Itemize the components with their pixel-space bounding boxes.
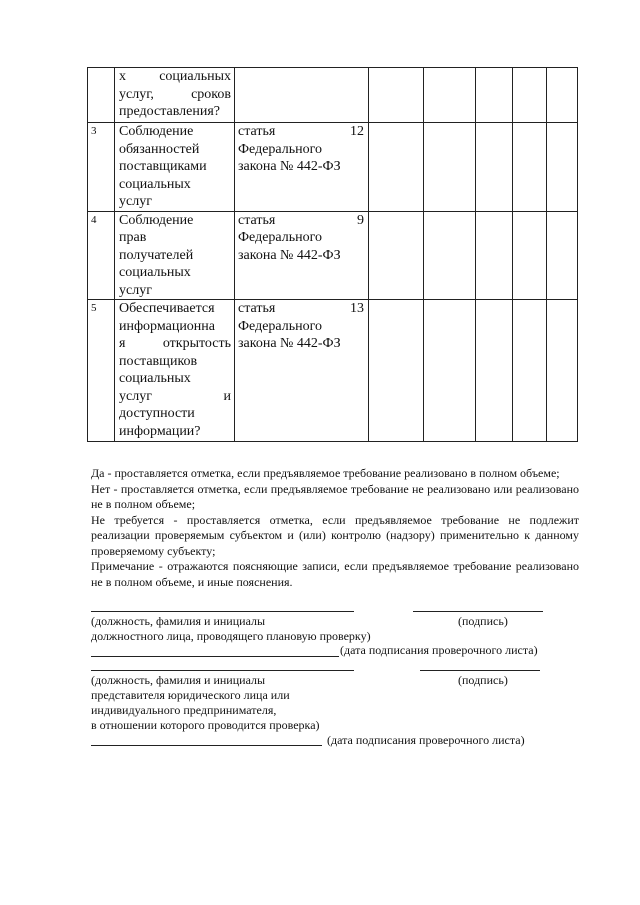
- answer-no-cell[interactable]: [424, 300, 476, 442]
- inspector-caption: (должность, фамилия и инициалы: [91, 614, 266, 628]
- law-article-number: 13: [350, 301, 364, 316]
- legend-no: Нет - проставляется отметка, если предъявляемое требование не реализовано или реализовано не в полном объеме;: [91, 481, 579, 511]
- answer-not-required-cell[interactable]: [476, 211, 513, 300]
- extra-cell[interactable]: [547, 68, 578, 123]
- requirement-line: поставщиками: [119, 159, 207, 174]
- note-cell[interactable]: [513, 300, 547, 442]
- row-number: [88, 68, 115, 123]
- note-cell[interactable]: [513, 68, 547, 123]
- representative-caption: представителя юридического лица или: [91, 688, 290, 702]
- answer-not-required-cell[interactable]: [476, 300, 513, 442]
- law-line: закона № 442-ФЗ: [238, 247, 341, 263]
- law-line: Федерального: [238, 141, 323, 157]
- requirement-cell: [115, 123, 235, 212]
- requirement-line: услуг, сроков: [119, 86, 231, 102]
- requirement-line: я открытость: [119, 336, 231, 351]
- row-number: 3: [88, 123, 115, 212]
- requirement-line: поставщиков: [119, 353, 198, 369]
- answer-yes-cell[interactable]: [369, 68, 424, 123]
- requirement-line: социальных: [119, 371, 191, 386]
- signature-label: (подпись): [458, 673, 508, 687]
- signature-label: (подпись): [458, 614, 508, 628]
- date-label: (дата подписания проверочного листа): [327, 733, 525, 747]
- requirement-line: предоставления?: [119, 104, 220, 119]
- law-line: закона № 442-ФЗ: [238, 159, 341, 174]
- note-cell[interactable]: [513, 123, 547, 212]
- table-row: [88, 300, 578, 442]
- checklist-table: [87, 67, 578, 442]
- table-row: [88, 211, 578, 300]
- law-article-number: 12: [350, 124, 364, 139]
- table-row: [88, 123, 578, 212]
- answer-yes-cell[interactable]: [369, 300, 424, 442]
- law-line: закона № 442-ФЗ: [238, 336, 341, 351]
- law-reference-cell: [235, 211, 369, 300]
- requirement-line: получателей: [119, 247, 194, 263]
- answer-no-cell[interactable]: [424, 123, 476, 212]
- legend-not-required: Не требуется - проставляется отметка, если предъявляемое требование не подлежит реализации проверяемым субъектом и (или) контролю (надзору) применительно к данному проверяемому субъекту;: [91, 512, 579, 558]
- requirement-cell: [115, 211, 235, 300]
- inspector-caption: должностного лица, проводящего плановую проверку): [91, 629, 371, 643]
- requirement-line: Соблюдение: [119, 212, 194, 228]
- law-reference-cell: [235, 123, 369, 212]
- table-row: [88, 68, 578, 123]
- note-cell[interactable]: [513, 211, 547, 300]
- law-reference-cell: [235, 300, 369, 442]
- answer-no-cell[interactable]: [424, 211, 476, 300]
- requirement-line: социальных: [119, 265, 191, 280]
- inspector-signature-line[interactable]: [413, 611, 543, 612]
- requirement-line: доступности: [119, 406, 195, 421]
- requirement-line: услуг: [119, 282, 152, 298]
- legend-note: Примечание - отражаются поясняющие записи, если предъявляемое требование реализовано не в полном объеме, и иные пояснения.: [91, 559, 579, 589]
- law-article-word: статья: [238, 124, 276, 139]
- answer-no-cell[interactable]: [424, 68, 476, 123]
- law-reference-cell: [235, 68, 369, 123]
- requirement-line: услуг и: [119, 388, 231, 404]
- representative-caption: индивидуального предпринимателя,: [91, 703, 277, 717]
- answer-not-required-cell[interactable]: [476, 123, 513, 212]
- law-line: Федерального: [238, 318, 323, 334]
- law-article-word: статья: [238, 212, 276, 228]
- representative-date-line[interactable]: [91, 745, 322, 746]
- representative-signature-line[interactable]: [420, 670, 540, 671]
- legend-yes: Да - проставляется отметка, если предъявляемое требование реализовано в полном объеме;: [91, 466, 560, 480]
- requirement-line: Соблюдение: [119, 124, 194, 139]
- requirement-line: Обеспечивается: [119, 301, 215, 316]
- requirement-cell: [115, 68, 235, 123]
- extra-cell[interactable]: [547, 300, 578, 442]
- answer-yes-cell[interactable]: [369, 123, 424, 212]
- requirement-line: информации?: [119, 423, 201, 439]
- inspector-name-line[interactable]: [91, 611, 354, 612]
- answer-yes-cell[interactable]: [369, 211, 424, 300]
- inspection-date-line[interactable]: [91, 656, 339, 657]
- representative-caption: (должность, фамилия и инициалы: [91, 673, 266, 687]
- requirement-line: социальных: [119, 176, 191, 192]
- requirement-line: услуг: [119, 194, 152, 209]
- representative-name-line[interactable]: [91, 670, 354, 671]
- law-article-word: статья: [238, 301, 276, 316]
- extra-cell[interactable]: [547, 211, 578, 300]
- requirement-line: информационна: [119, 318, 216, 334]
- answer-not-required-cell[interactable]: [476, 68, 513, 123]
- requirement-cell: [115, 300, 235, 442]
- requirement-line: прав: [119, 230, 147, 245]
- requirement-line: х социальных: [119, 69, 231, 84]
- row-number: 4: [88, 211, 115, 300]
- date-label: (дата подписания проверочного листа): [340, 643, 538, 657]
- representative-caption: в отношении которого проводится проверка): [91, 718, 320, 732]
- extra-cell[interactable]: [547, 123, 578, 212]
- law-line: Федерального: [238, 230, 323, 245]
- law-article-number: 9: [357, 212, 364, 228]
- legend: [91, 466, 579, 590]
- row-number: 5: [88, 300, 115, 442]
- requirement-line: обязанностей: [119, 141, 200, 157]
